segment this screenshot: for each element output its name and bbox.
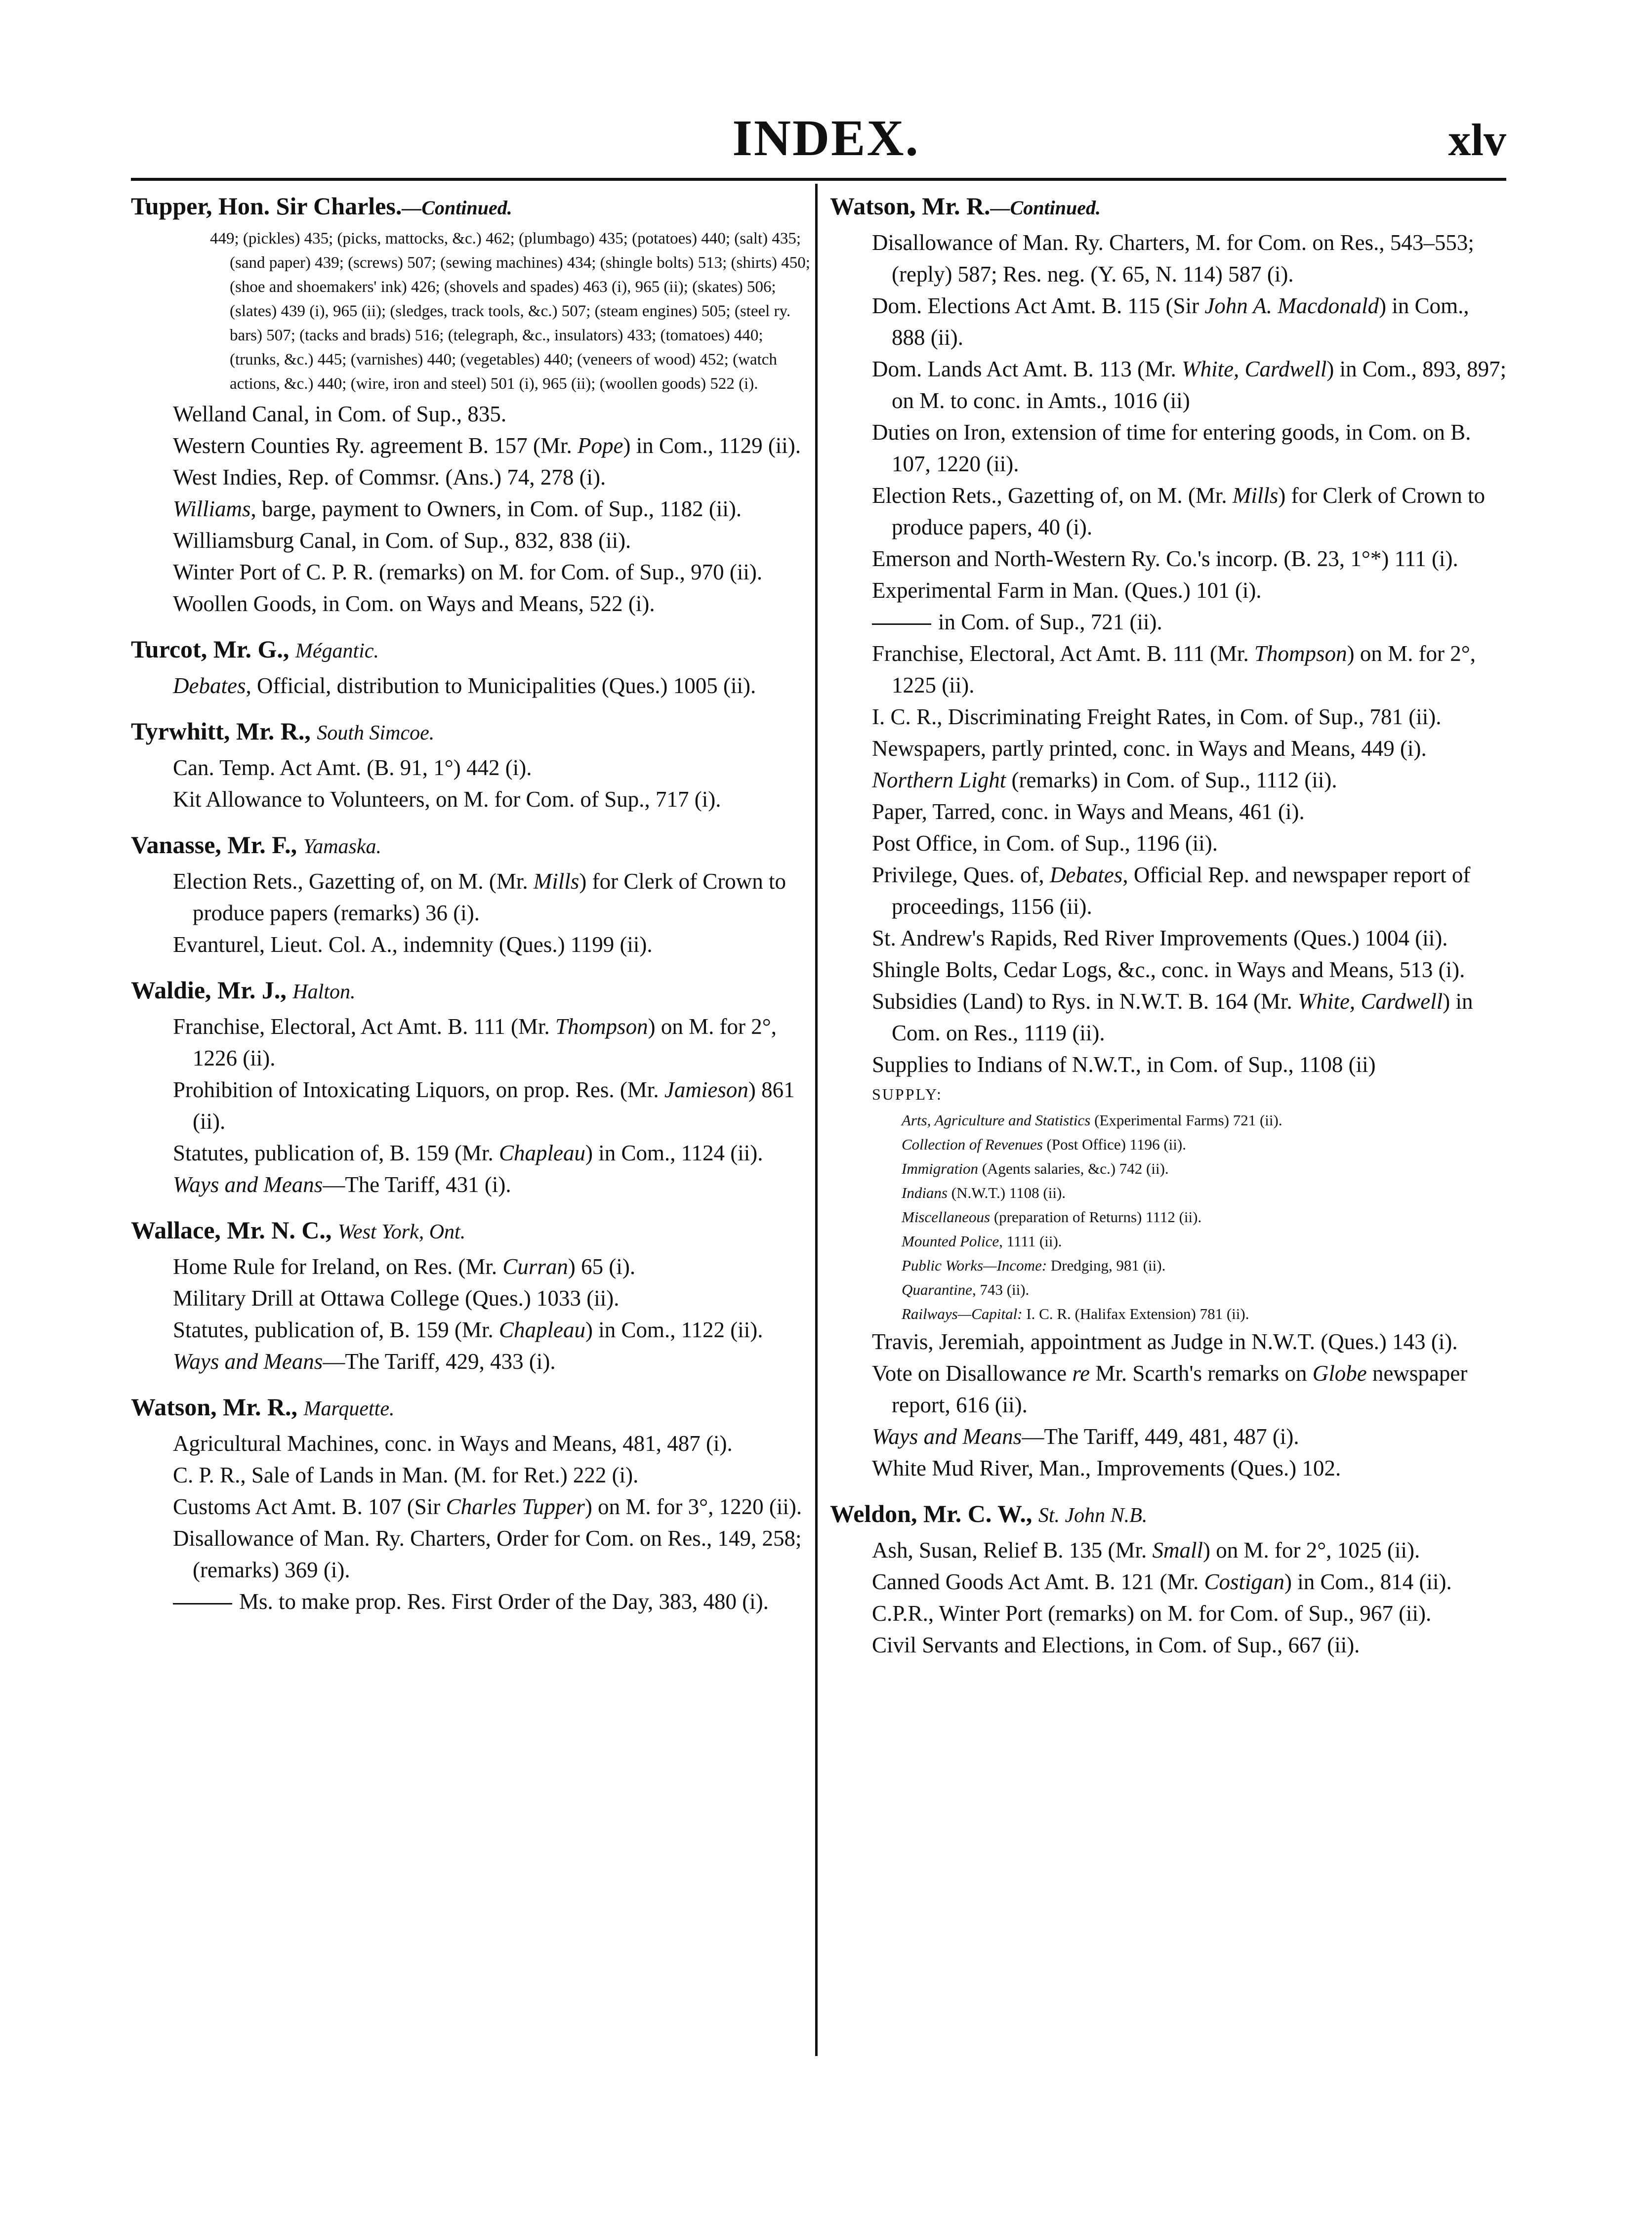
supply-item: Collection of Revenues (Post Office) 1196 (ii). xyxy=(902,1136,1186,1153)
member-name: Vanasse, Mr. F., xyxy=(131,831,297,859)
constituency: West York, Ont. xyxy=(337,1221,466,1243)
entry-watson xyxy=(131,1391,810,1617)
index-item: Can. Temp. Act Amt. (B. 91, 1°) 442 (i). xyxy=(173,755,532,780)
continued-label: —Continued. xyxy=(402,197,512,219)
member-name: Turcot, Mr. G., xyxy=(131,635,289,663)
header-rule xyxy=(131,178,1506,181)
right-column xyxy=(830,190,1507,1675)
index-item: Election Rets., Gazetting of, on M. (Mr. Mills) for Clerk of Crown to produce papers (remarks) 36 (i). xyxy=(173,869,786,925)
entry-vanasse xyxy=(131,829,810,960)
member-name: Tyrwhitt, Mr. R., xyxy=(131,717,311,745)
index-item: I. C. R., Discriminating Freight Rates, in Com. of Sup., 781 (ii). xyxy=(872,704,1442,729)
index-item: Ash, Susan, Relief B. 135 (Mr. Small) on M. for 2°, 1025 (ii). xyxy=(872,1538,1420,1563)
index-item: Canned Goods Act Amt. B. 121 (Mr. Costigan) in Com., 814 (ii). xyxy=(872,1569,1452,1594)
index-item: White Mud River, Man., Improvements (Ques.) 102. xyxy=(872,1456,1341,1481)
entry-waldie xyxy=(131,974,810,1200)
index-item: Home Rule for Ireland, on Res. (Mr. Curran) 65 (i). xyxy=(173,1254,636,1279)
supply-item: Immigration (Agents salaries, &c.) 742 (ii). xyxy=(902,1160,1169,1177)
page-header xyxy=(0,99,1652,178)
left-column xyxy=(131,190,810,1631)
index-item: Emerson and North-Western Ry. Co.'s incorp. (B. 23, 1°*) 111 (i). xyxy=(872,546,1458,571)
index-item: Williamsburg Canal, in Com. of Sup., 832, 838 (ii). xyxy=(173,528,631,553)
entry-name-line xyxy=(131,974,810,1008)
entry-turcot xyxy=(131,633,810,701)
index-item: Disallowance of Man. Ry. Charters, M. for Com. on Res., 543–553; (reply) 587; Res. neg. (Y. 65, N. 114) 587 (i). xyxy=(872,230,1474,287)
continued-label: —Continued. xyxy=(990,197,1101,219)
index-item: Ways and Means—The Tariff, 429, 433 (i). xyxy=(173,1349,556,1374)
index-item: Winter Port of C. P. R. (remarks) on M. for Com. of Sup., 970 (ii). xyxy=(173,560,763,584)
constituency: St. John N.B. xyxy=(1038,1504,1148,1527)
entry-tyrwhitt xyxy=(131,715,810,815)
index-item: Newspapers, partly printed, conc. in Ways and Means, 449 (i). xyxy=(872,736,1427,761)
index-item: Kit Allowance to Volunteers, on M. for Com. of Sup., 717 (i). xyxy=(173,787,721,812)
index-item: Experimental Farm in Man. (Ques.) 101 (i). xyxy=(872,578,1262,603)
index-item: Dom. Lands Act Amt. B. 113 (Mr. White, Cardwell) in Com., 893, 897; on M. to conc. in Amts., 1016 (ii) xyxy=(872,357,1507,413)
member-name: Waldie, Mr. J., xyxy=(131,976,287,1004)
tariff-item-list: 449; (pickles) 435; (picks, mattocks, &c.) 462; (plumbago) 435; (potatoes) 440; (salt) 435; (sand paper) 439; (screws) 507; (sewing machines) 434; (shingle bolts) 513; (shirts) 450; (shoe and shoemakers' ink) 426; (shovels and spades) 463 (i), 965 (ii); (skates) 506; (slates) 439 (i), 965 (ii); (sledges, track tools, &c.) 507; (steam engines) 505; (steel ry. bars) 507; (tacks and brads) 516; (telegraph, &c., insulators) 433; (tomatoes) 440; (trunks, &c.) 445; (varnishes) 440; (vegetables) 440; (veneers of wood) 452; (watch actions, &c.) 440; (wire, iron and steel) 501 (i), 965 (ii); (woollen goods) 522 (i). xyxy=(210,230,810,393)
constituency: Yamaska. xyxy=(303,835,382,858)
index-item: Statutes, publication of, B. 159 (Mr. Chapleau) in Com., 1122 (ii). xyxy=(173,1317,763,1342)
index-item: Subsidies (Land) to Rys. in N.W.T. B. 164 (Mr. White, Cardwell) in Com. on Res., 1119 (ii). xyxy=(872,989,1473,1045)
index-item: C.P.R., Winter Port (remarks) on M. for Com. of Sup., 967 (ii). xyxy=(872,1601,1432,1626)
supply-heading: SUPPLY: xyxy=(872,1085,943,1103)
index-item: Agricultural Machines, conc. in Ways and Means, 481, 487 (i). xyxy=(173,1431,733,1456)
index-item: Disallowance of Man. Ry. Charters, Order for Com. on Res., 149, 258; (remarks) 369 (i). xyxy=(173,1526,802,1582)
supply-list xyxy=(830,1108,1507,1326)
page-number: xlv xyxy=(1448,115,1506,165)
index-item: Woollen Goods, in Com. on Ways and Means, 522 (i). xyxy=(173,591,655,616)
index-item: Election Rets., Gazetting of, on M. (Mr. Mills) for Clerk of Crown to produce papers, 40 (i). xyxy=(872,483,1486,539)
index-item: Vote on Disallowance re Mr. Scarth's remarks on Globe newspaper report, 616 (ii). xyxy=(872,1361,1468,1417)
index-item: Ways and Means—The Tariff, 449, 481, 487 (i). xyxy=(872,1424,1299,1449)
entry-name-line xyxy=(131,190,810,224)
entry-name-line xyxy=(830,190,1507,224)
index-item: Supplies to Indians of N.W.T., in Com. of Sup., 1108 (ii) xyxy=(872,1052,1376,1077)
index-item: in Com. of Sup., 721 (ii). xyxy=(830,606,1507,638)
column-divider xyxy=(815,184,818,2056)
index-item: Franchise, Electoral, Act Amt. B. 111 (Mr. Thompson) on M. for 2°, 1225 (ii). xyxy=(872,641,1476,698)
index-item: Post Office, in Com. of Sup., 1196 (ii). xyxy=(872,831,1218,856)
index-item: Welland Canal, in Com. of Sup., 835. xyxy=(173,402,507,426)
ditto-dash xyxy=(872,623,931,625)
index-item: West Indies, Rep. of Commsr. (Ans.) 74, 278 (i). xyxy=(173,465,606,490)
page-title: INDEX. xyxy=(732,110,920,166)
supply-item: Indians (N.W.T.) 1108 (ii). xyxy=(902,1184,1066,1201)
supply-item: Public Works—Income: Dredging, 981 (ii). xyxy=(902,1257,1166,1274)
supply-item: Railways—Capital: I. C. R. (Halifax Extension) 781 (ii). xyxy=(902,1305,1249,1322)
index-item: Prohibition of Intoxicating Liquors, on prop. Res. (Mr. Jamieson) 861 (ii). xyxy=(173,1077,795,1134)
index-item: Evanturel, Lieut. Col. A., indemnity (Ques.) 1199 (ii). xyxy=(173,932,653,957)
entry-tupper xyxy=(131,190,810,619)
entry-wallace xyxy=(131,1214,810,1377)
index-item: Paper, Tarred, conc. in Ways and Means, 461 (i). xyxy=(872,799,1305,824)
index-item: Ms. to make prop. Res. First Order of the Day, 383, 480 (i). xyxy=(131,1586,810,1617)
entry-weldon xyxy=(830,1498,1507,1661)
member-name: Tupper, Hon. Sir Charles. xyxy=(131,192,402,220)
index-item: Travis, Jeremiah, appointment as Judge in N.W.T. (Ques.) 143 (i). xyxy=(872,1329,1458,1354)
index-item: Ways and Means—The Tariff, 431 (i). xyxy=(173,1172,511,1197)
supply-item: Miscellaneous (preparation of Returns) 1112 (ii). xyxy=(902,1208,1202,1226)
entry-name-line xyxy=(830,1498,1507,1531)
entry-watson-continued xyxy=(830,190,1507,1484)
index-item: Williams, barge, payment to Owners, in Com. of Sup., 1182 (ii). xyxy=(173,496,742,521)
index-item: Civil Servants and Elections, in Com. of Sup., 667 (ii). xyxy=(872,1633,1360,1657)
index-item: Duties on Iron, extension of time for entering goods, in Com. on B. 107, 1220 (ii). xyxy=(872,420,1471,476)
supply-item: Mounted Police, 1111 (ii). xyxy=(902,1233,1062,1250)
index-item: St. Andrew's Rapids, Red River Improvements (Ques.) 1004 (ii). xyxy=(872,926,1448,950)
constituency: Marquette. xyxy=(303,1398,395,1420)
index-item: Franchise, Electoral, Act Amt. B. 111 (Mr. Thompson) on M. for 2°, 1226 (ii). xyxy=(173,1014,777,1070)
entry-name-line xyxy=(131,715,810,749)
index-item: Northern Light (remarks) in Com. of Sup., 1112 (ii). xyxy=(872,768,1337,792)
supply-item: Arts, Agriculture and Statistics (Experimental Farms) 721 (ii). xyxy=(902,1111,1282,1129)
index-item: C. P. R., Sale of Lands in Man. (M. for Ret.) 222 (i). xyxy=(173,1463,639,1487)
index-item: Dom. Elections Act Amt. B. 115 (Sir John A. Macdonald) in Com., 888 (ii). xyxy=(872,293,1469,350)
index-item: Western Counties Ry. agreement B. 157 (Mr. Pope) in Com., 1129 (ii). xyxy=(173,433,801,458)
constituency: Mégantic. xyxy=(295,640,379,662)
constituency: Halton. xyxy=(292,981,356,1003)
ditto-dash xyxy=(173,1603,232,1605)
index-item: Customs Act Amt. B. 107 (Sir Charles Tupper) on M. for 3°, 1220 (ii). xyxy=(173,1494,802,1519)
member-name: Weldon, Mr. C. W., xyxy=(830,1500,1032,1527)
member-name: Watson, Mr. R., xyxy=(131,1393,298,1421)
constituency: South Simcoe. xyxy=(317,722,435,744)
index-item: Shingle Bolts, Cedar Logs, &c., conc. in Ways and Means, 513 (i). xyxy=(872,957,1465,982)
index-item: Privilege, Ques. of, Debates, Official Rep. and newspaper report of proceedings, 1156 (ii). xyxy=(872,863,1471,919)
supply-item: Quarantine, 743 (ii). xyxy=(902,1281,1030,1298)
member-name: Watson, Mr. R. xyxy=(830,192,991,220)
entry-name-line xyxy=(131,633,810,667)
index-item: Statutes, publication of, B. 159 (Mr. Chapleau) in Com., 1124 (ii). xyxy=(173,1141,763,1165)
member-name: Wallace, Mr. N. C., xyxy=(131,1216,332,1244)
entry-name-line xyxy=(131,1391,810,1425)
entry-name-line xyxy=(131,829,810,863)
entry-name-line xyxy=(131,1214,810,1248)
index-item: Debates, Official, distribution to Municipalities (Ques.) 1005 (ii). xyxy=(173,673,756,698)
index-item: Military Drill at Ottawa College (Ques.) 1033 (ii). xyxy=(173,1286,620,1311)
